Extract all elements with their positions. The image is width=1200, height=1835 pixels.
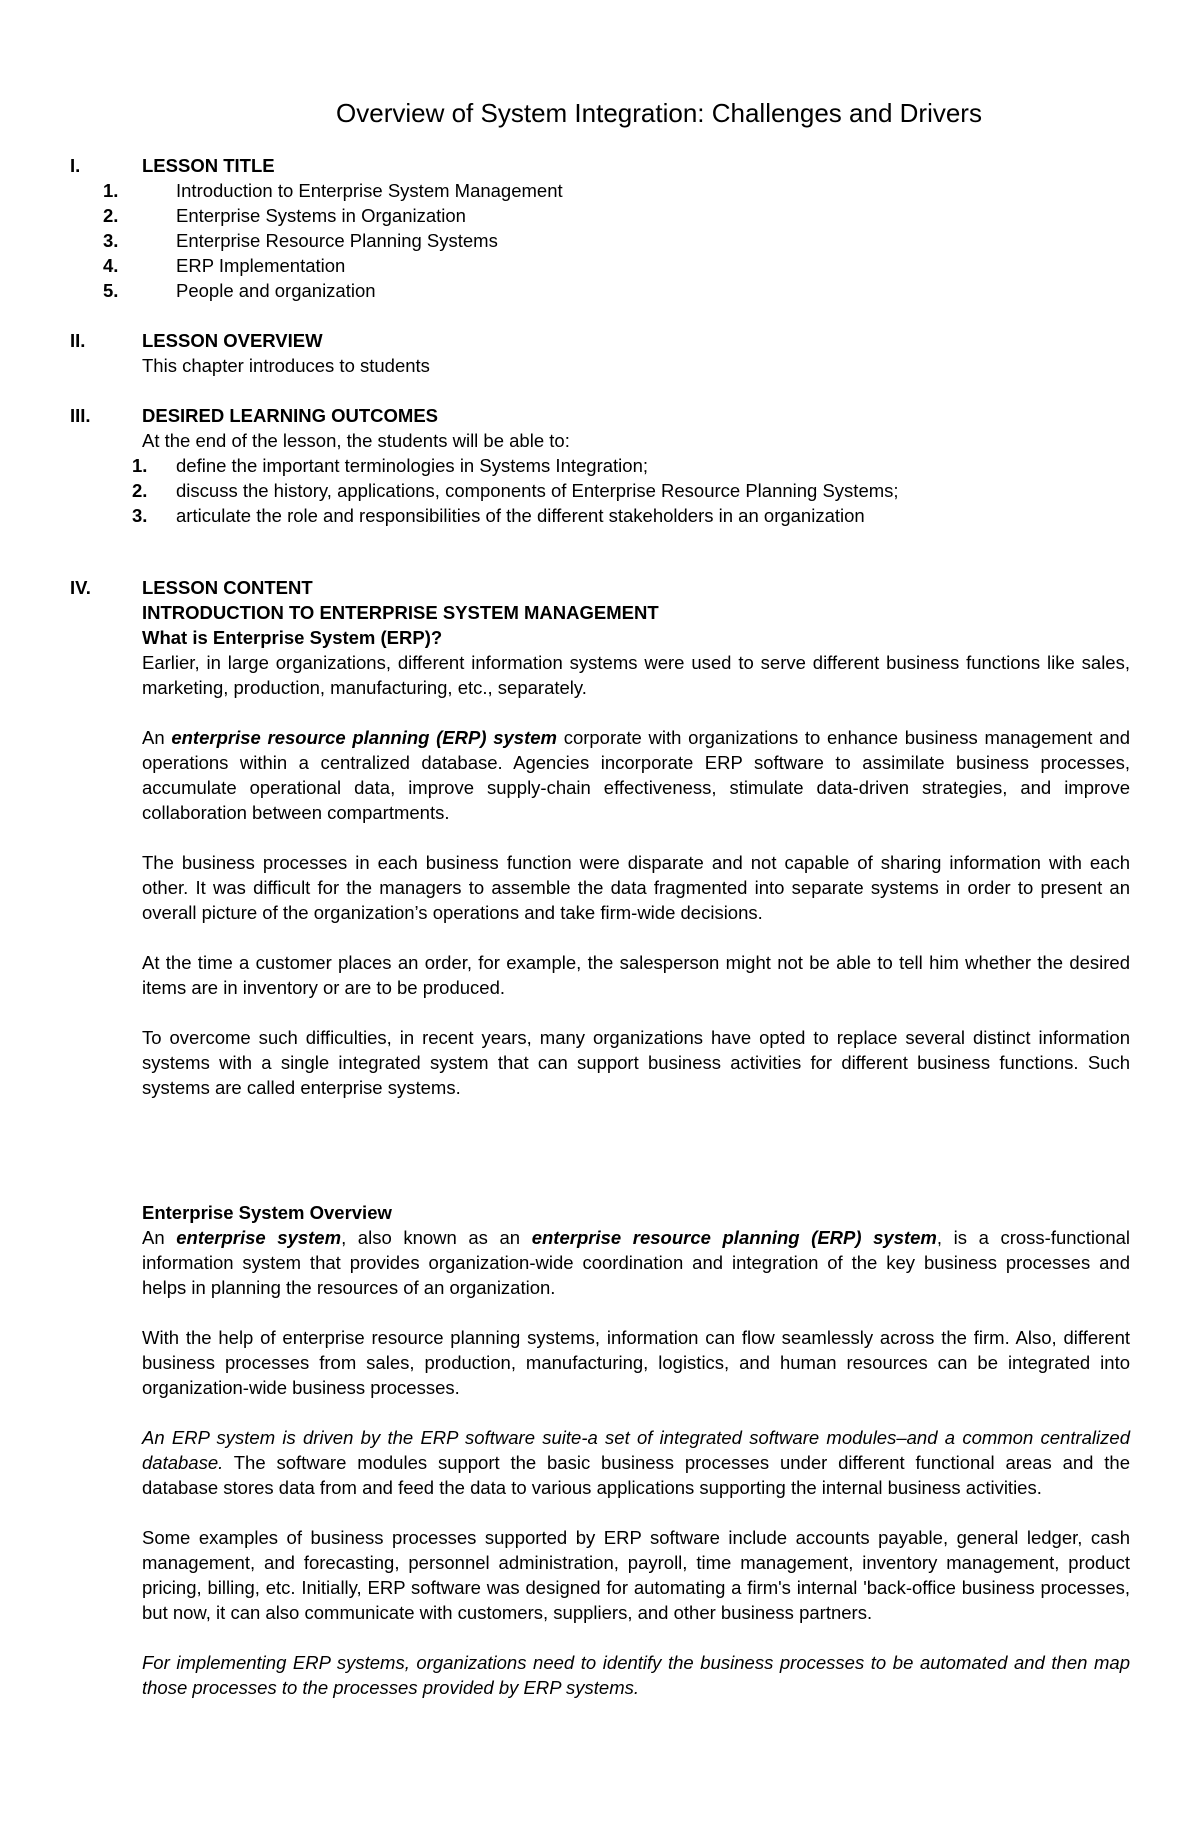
paragraph: The business processes in each business function were disparate and not capable of sharing information with each other. It was difficult for the managers to assemble the data fragmented into separate systems in order to present an overall picture of the organization’s operations and take firm-wide decisions. — [142, 852, 1130, 923]
paragraph: To overcome such difficulties, in recent years, many organizations have opted to replace several distinct information systems with a single integrated system that can support business activities for different business functions. Such systems are called enterprise systems. — [142, 1027, 1130, 1098]
list-text: discuss the history, applications, components of Enterprise Resource Planning Systems; — [176, 480, 899, 501]
italic-text: An ERP system is driven by the ERP software suite-a set of integrated software modules–and a common centralized database. — [142, 1427, 1130, 1473]
document-title: Overview of System Integration: Challenges and Drivers — [336, 98, 982, 128]
section-numeral: IV. — [70, 577, 91, 598]
paragraph: Earlier, in large organizations, different information systems were used to serve different business functions like sales, marketing, production, manufacturing, etc., separately. — [142, 652, 1130, 698]
list-number: 5. — [103, 280, 119, 301]
list-item — [70, 203, 1130, 228]
section-numeral: III. — [70, 405, 91, 426]
list-item — [70, 278, 1130, 303]
lesson-title-list — [70, 178, 1130, 303]
paragraph-text: The software modules support the basic business processes under different functional areas and the database stores data from and feed the data to various applications supporting the internal business activities. — [142, 1452, 1130, 1498]
section-numeral: II. — [70, 330, 86, 351]
section-heading: LESSON TITLE — [142, 155, 275, 176]
list-number: 4. — [103, 255, 119, 276]
content-subheading: INTRODUCTION TO ENTERPRISE SYSTEM MANAGEMENT — [142, 602, 659, 623]
list-item — [70, 228, 1130, 253]
paragraph — [142, 1425, 1130, 1500]
list-number: 2. — [132, 480, 148, 501]
paragraph — [142, 725, 1130, 825]
list-number: 2. — [103, 205, 119, 226]
list-number: 1. — [103, 180, 119, 201]
paragraph-text: , also known as an — [341, 1227, 532, 1248]
list-text: Enterprise Resource Planning Systems — [176, 230, 498, 251]
content-question: What is Enterprise System (ERP)? — [142, 627, 443, 648]
paragraph: Some examples of business processes supported by ERP software include accounts payable, general ledger, cash management, and forecasting, personnel administration, payroll, time management, inventory management, product pricing, billing, etc. Initially, ERP software was designed for automating a firm's internal 'back-office business processes, but now, it can also communicate with customers, suppliers, and other business partners. — [142, 1527, 1130, 1623]
list-text: articulate the role and responsibilities of the different stakeholders in an organization — [176, 505, 865, 526]
emphasis-term: enterprise resource planning (ERP) system — [531, 1227, 937, 1248]
list-number: 3. — [103, 230, 119, 251]
list-item — [70, 178, 1130, 203]
section-numeral: I. — [70, 155, 81, 176]
outcomes-list — [70, 453, 1130, 528]
emphasis-term: enterprise system — [176, 1227, 342, 1248]
section-heading: LESSON CONTENT — [142, 577, 313, 598]
list-number: 1. — [132, 455, 148, 476]
paragraph-text: , is a cross-functional information system that provides organization-wide coordination and integration of the key business processes and helps in planning the resources of an organization. — [142, 1227, 1131, 1298]
paragraph-text: An — [142, 727, 172, 748]
outcomes-intro: At the end of the lesson, the students will be able to: — [142, 430, 570, 451]
list-item — [70, 478, 1130, 503]
list-text: ERP Implementation — [176, 255, 346, 276]
list-text: Introduction to Enterprise System Management — [176, 180, 563, 201]
paragraph — [142, 1225, 1130, 1300]
list-text: People and organization — [176, 280, 376, 301]
overview-text: This chapter introduces to students — [142, 355, 430, 376]
list-number: 3. — [132, 505, 148, 526]
section-heading: LESSON OVERVIEW — [142, 330, 323, 351]
list-text: define the important terminologies in Systems Integration; — [176, 455, 648, 476]
list-item — [70, 503, 1130, 528]
emphasis-term: enterprise resource planning (ERP) system — [171, 727, 557, 748]
overview-heading: Enterprise System Overview — [142, 1202, 392, 1223]
paragraph: At the time a customer places an order, for example, the salesperson might not be able to tell him whether the desired items are in inventory or are to be produced. — [142, 952, 1130, 998]
list-item — [70, 253, 1130, 278]
paragraph: For implementing ERP systems, organizations need to identify the business processes to be automated and then map those processes to the processes provided by ERP systems. — [142, 1652, 1130, 1698]
paragraph-text: An — [142, 1227, 177, 1248]
paragraph: With the help of enterprise resource planning systems, information can flow seamlessly across the firm. Also, different business processes from sales, production, manufacturing, logistics, and human resources can be integrated into organization-wide business processes. — [142, 1327, 1130, 1398]
section-heading: DESIRED LEARNING OUTCOMES — [142, 405, 439, 426]
paragraph-text: corporate with organizations to enhance business management and operations within a centralized database. Agencies incorporate ERP software to assimilate business processes, accumulate operational data, improve supply-chain effectiveness, stimulate data-driven strategies, and improve collaboration between compartments. — [142, 727, 1130, 823]
list-text: Enterprise Systems in Organization — [176, 205, 466, 226]
list-item — [70, 453, 1130, 478]
